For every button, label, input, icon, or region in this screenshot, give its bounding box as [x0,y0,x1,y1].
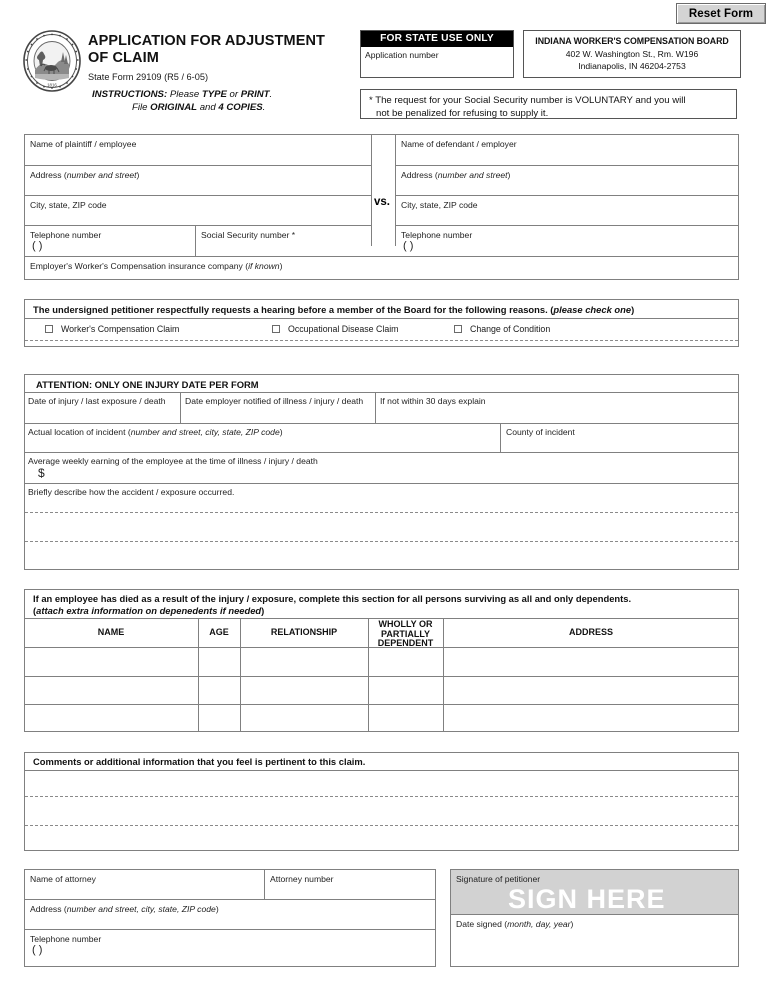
attorney-name-input[interactable] [30,886,258,897]
reset-form-label: Reset Form [688,7,754,20]
application-number-input[interactable] [365,59,507,73]
plaintiff-address-input[interactable] [30,182,365,193]
dependents-column-header-address: ADDRESS [568,627,613,637]
comments-dashed-guide-1 [25,796,738,797]
state-form-number: State Form 29109 (R5 / 6-05) [88,72,209,82]
insurance-company-label [30,261,282,272]
defendant-phone-input[interactable] [446,243,566,253]
comments-dashed-guide-2 [25,825,738,826]
dependents-column-header-dependent [368,620,443,649]
indiana-state-seal-icon [22,30,82,92]
defendant-phone-parens: ( ) [403,240,414,252]
date-of-injury-input[interactable] [28,409,174,420]
attention-title: ATTENTION: ONLY ONE INJURY DATE PER FORM [36,379,259,390]
attorney-phone-input[interactable] [75,948,205,958]
defendant-address-label-b: ) [507,170,511,180]
parties-left-divider [371,134,372,246]
instructions-text-original: ORIGINAL [150,102,198,113]
plaintiff-phone-input[interactable] [75,243,187,253]
defendant-row-divider-1 [395,165,739,166]
hearing-statement-a: The undersigned petitioner respectfully requests a hearing before a member of the Board for the following reasons. ( [33,304,554,315]
injury-earning-divider [24,483,739,484]
date-signed-label-b: ) [570,919,574,929]
instructions-text-copies: 4 COPIES [218,102,263,113]
county-of-incident-label: County of incident [506,427,575,437]
attorney-address-label-i: number and street, city, state, ZIP code [66,904,216,914]
attorney-address-input[interactable] [30,916,430,927]
attorney-name-number-divider [264,869,265,899]
dependents-column-header-age: AGE [209,627,229,637]
ssn-voluntary-note [360,89,737,119]
checkbox-label-workers-compensation-claim: Worker's Compensation Claim [61,324,180,334]
plaintiff-ssn-input[interactable] [201,243,361,253]
injury-county-divider [500,423,501,452]
plaintiff-name-label: Name of plaintiff / employee [30,139,137,149]
date-of-injury-label: Date of injury / last exposure / death [28,396,166,406]
injury-location-divider [24,452,739,453]
plaintiff-address-label [30,170,139,181]
svg-text:1816: 1816 [47,82,57,88]
not-within-30-days-label: If not within 30 days explain [380,396,486,406]
date-employer-notified-label: Date employer notified of illness / injury / death [185,396,364,406]
average-weekly-earning-input[interactable] [52,469,252,480]
table-row[interactable] [244,709,364,729]
table-row[interactable] [28,652,194,672]
table-row[interactable] [447,681,735,701]
ssn-note-line-1: * The request for your Social Security number is VOLUNTARY and you will [369,95,686,106]
table-row[interactable] [244,652,364,672]
table-row[interactable] [28,681,194,701]
table-row[interactable] [244,681,364,701]
insurance-label-i: if known [248,261,280,271]
instructions-text-a: Please [169,89,202,100]
describe-accident-input[interactable] [28,500,728,564]
form-title-line-1: APPLICATION FOR ADJUSTMENT [88,33,326,49]
insurance-row-divider [24,256,739,257]
instructions-line-2 [92,101,362,114]
attorney-address-label-b: ) [215,904,219,914]
incident-location-label-b: ) [279,427,283,437]
hearing-header-divider [24,318,739,319]
ssn-note-line-2: not be penalized for refusing to supply it. [376,108,549,119]
injury-date-divider-2 [375,392,376,423]
plaintiff-phone-parens: ( ) [32,240,43,252]
plaintiff-row-divider-2 [24,195,371,196]
for-state-use-title: FOR STATE USE ONLY [361,31,513,47]
incident-location-label [28,427,283,438]
date-signed-label-i: month, day, year [507,919,571,929]
dependent-header-line-1: WHOLLY OR [378,619,433,629]
plaintiff-city-label: City, state, ZIP code [30,200,107,210]
dependents-intro-line-2: (attach extra information on depenedents if needed) [33,605,265,616]
date-employer-notified-input[interactable] [185,409,369,420]
table-row[interactable] [372,681,439,701]
table-row[interactable] [202,681,236,701]
attorney-address-label [30,904,219,915]
incident-location-input[interactable] [28,439,493,450]
attorney-name-label: Name of attorney [30,874,96,884]
checkbox-workers-compensation-claim[interactable] [45,325,53,333]
instructions-text-and: and [197,102,219,113]
injury-dates-divider [24,423,739,424]
attorney-number-label: Attorney number [270,874,334,884]
attorney-row-divider-1 [24,899,436,900]
county-of-incident-input[interactable] [506,439,731,450]
defendant-address-label-i: number and street [437,170,508,180]
table-row[interactable] [372,709,439,729]
checkbox-change-of-condition[interactable] [454,325,462,333]
defendant-name-input[interactable] [401,152,731,163]
hearing-statement-b: ) [631,304,635,315]
table-row[interactable] [447,709,735,729]
not-within-30-days-input[interactable] [380,409,730,420]
dependents-row-divider-2 [24,704,739,705]
table-row[interactable] [202,709,236,729]
date-signed-label [456,919,573,930]
board-address-box [523,30,741,78]
board-street: 402 W. Washington St., Rm. W196 [565,49,699,59]
instructions-text-or: or [226,89,241,100]
plaintiff-row-divider-1 [24,165,371,166]
instructions-text-print: PRINT [240,89,270,100]
form-title-line-2: OF CLAIM [88,49,159,66]
earning-currency-symbol: $ [38,466,45,480]
checkbox-label-change-of-condition: Change of Condition [470,324,551,334]
defendant-phone-label: Telephone number [401,230,473,240]
attorney-phone-label: Telephone number [30,934,102,944]
checkbox-label-occupational-disease-claim: Occupational Disease Claim [288,324,399,334]
defendant-row-divider-3 [395,225,739,226]
hearing-statement-i: please check one [553,304,632,315]
instructions-text-file: File [132,102,151,113]
instructions-text-period1: . [269,89,273,100]
defendant-address-input[interactable] [401,182,731,193]
dependent-header-line-2: PARTIALLY [380,628,430,639]
injury-date-divider-1 [180,392,181,423]
table-row[interactable] [447,652,735,672]
dependents-column-header-relationship: RELATIONSHIP [270,627,338,637]
board-name: INDIANA WORKER'S COMPENSATION BOARD [535,36,729,46]
dependents-intro-line-2-italic: attach extra information on depenedents if needed [36,605,262,616]
insurance-company-input[interactable] [30,273,730,284]
instructions-line-1 [92,88,362,101]
incident-location-label-a: Actual location of incident ( [28,427,131,437]
date-signed-input[interactable] [456,932,731,960]
parties-right-divider [395,134,396,246]
defendant-name-label: Name of defendant / employer [401,139,517,149]
defendant-address-label [401,170,510,181]
vs-label: vs. [374,196,390,208]
insurance-label-a: Employer's Worker's Compensation insurance company ( [30,261,249,271]
date-signed-label-a: Date signed ( [456,919,508,929]
attorney-address-label-a: Address ( [30,904,67,914]
dependent-header-line-3: DEPENDENT [377,638,434,649]
incident-location-label-i: number and street, city, state, ZIP code [130,427,280,437]
plaintiff-name-input[interactable] [30,152,365,163]
dependents-intro-line-1: If an employee has died as a result of the injury / exposure, complete this section for all persons surviving as all and only dependents. [33,593,632,604]
describe-accident-label: Briefly describe how the accident / exposure occurred. [28,487,235,497]
board-city-state-zip: Indianapolis, IN 46204-2753 [578,61,686,71]
plaintiff-city-input[interactable] [30,212,365,223]
sign-here-watermark: SIGN HERE [508,884,666,914]
comments-label: Comments or additional information that you feel is pertinent to this claim. [33,756,366,767]
table-row[interactable] [28,709,194,729]
instructions-label: INSTRUCTIONS: [92,89,168,100]
instructions-text-period2: . [262,102,266,113]
plaintiff-address-label-a: Address ( [30,170,67,180]
dependents-row-divider-1 [24,676,739,677]
instructions-block [92,88,362,114]
hearing-dashed-guide [25,340,738,341]
describe-dashed-guide-2 [25,541,738,542]
attorney-phone-parens: ( ) [32,944,43,956]
reset-form-button[interactable] [676,3,766,24]
plaintiff-address-label-b: ) [136,170,140,180]
defendant-address-label-a: Address ( [401,170,438,180]
hearing-statement [33,304,634,317]
instructions-text-type: TYPE [201,89,227,100]
attorney-row-divider-2 [24,929,436,930]
describe-dashed-guide-1 [25,512,738,513]
plaintiff-phone-ssn-divider [195,225,196,256]
form-title-block [88,33,358,82]
injury-attention-divider [24,392,739,393]
comments-input[interactable] [30,776,730,846]
plaintiff-phone-label: Telephone number [30,230,102,240]
plaintiff-address-label-i: number and street [66,170,137,180]
average-weekly-earning-label: Average weekly earning of the employee at the time of illness / injury / death [28,456,318,466]
plaintiff-row-divider-3 [24,225,371,226]
plaintiff-ssn-label: Social Security number * [201,230,296,240]
defendant-row-divider-2 [395,195,739,196]
for-state-use-box [360,30,514,78]
attorney-number-input[interactable] [270,886,430,897]
defendant-city-input[interactable] [401,212,731,223]
comments-header-divider [24,770,739,771]
defendant-city-label: City, state, ZIP code [401,200,478,210]
application-number-label: Application number [365,50,439,60]
dependents-column-header-name: NAME [97,627,125,637]
table-row[interactable] [202,652,236,672]
insurance-label-b: ) [279,261,283,271]
signature-of-petitioner-label: Signature of petitioner [456,874,541,884]
table-row[interactable] [372,652,439,672]
checkbox-occupational-disease-claim[interactable] [272,325,280,333]
